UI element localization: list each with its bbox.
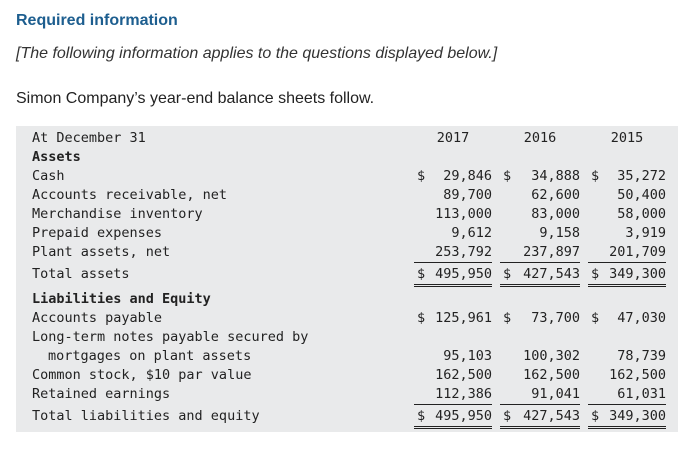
row-label: Accounts receivable, net [32, 187, 228, 203]
total-liabilities-row [16, 407, 678, 426]
row-label: Plant assets, net [32, 244, 171, 260]
row-label: Retained earnings [32, 386, 171, 402]
applies-note: [The following information applies to the questions displayed below.] [16, 45, 498, 62]
row-label: Accounts payable [32, 310, 163, 326]
cell-2016: 162,500 [523, 367, 580, 383]
table-row [16, 366, 678, 385]
cell-2015: 78,739 [617, 348, 666, 364]
cell-2016: 83,000 [531, 206, 580, 222]
table-row [16, 186, 678, 205]
cell-2017: $ 29,846 [417, 168, 492, 184]
table-row [16, 224, 678, 243]
year-2017: 2017 [436, 130, 470, 146]
table-row [16, 385, 678, 404]
cell-2016: $ 427,543 [500, 407, 580, 429]
cell-2017: 95,103 [443, 348, 492, 364]
row-label: Prepaid expenses [32, 225, 163, 241]
table-row [16, 205, 678, 224]
year-2015: 2015 [610, 130, 644, 146]
table-row [16, 309, 678, 328]
cell-2017: 253,792 [414, 243, 492, 263]
cell-2016: 9,158 [539, 225, 580, 241]
cell-2017: 113,000 [435, 206, 492, 222]
required-information-heading: Required information [16, 12, 178, 29]
total-assets-row [16, 265, 678, 284]
cell-2017: $ 125,961 [417, 310, 492, 326]
cell-2015: 201,709 [588, 243, 666, 263]
table-row [16, 243, 678, 262]
header-label: At December 31 [32, 130, 146, 146]
cell-2015: 3,919 [625, 225, 666, 241]
table-row [16, 347, 678, 366]
liabilities-heading: Liabilities and Equity [32, 291, 211, 307]
row-label: mortgages on plant assets [48, 348, 252, 364]
year-2016: 2016 [523, 130, 557, 146]
row-label: Common stock, $10 par value [32, 367, 252, 383]
cell-2017: $ 495,950 [414, 265, 492, 287]
cell-2015: $ 349,300 [588, 407, 666, 429]
cell-2016: 100,302 [523, 348, 580, 364]
cell-2016: $ 427,543 [500, 265, 580, 287]
assets-heading-row [16, 148, 678, 167]
cell-2015: $ 47,030 [591, 310, 666, 326]
assets-heading: Assets [32, 149, 81, 165]
cell-2015: 50,400 [617, 187, 666, 203]
cell-2017: 112,386 [414, 385, 492, 405]
cell-2017: 162,500 [435, 367, 492, 383]
table-row [16, 167, 678, 186]
cell-2017: $ 495,950 [414, 407, 492, 429]
cell-2015: $ 349,300 [588, 265, 666, 287]
cell-2015: $ 35,272 [591, 168, 666, 184]
cell-2015: 162,500 [609, 367, 666, 383]
cell-2015: 58,000 [617, 206, 666, 222]
row-label: Total liabilities and equity [32, 408, 260, 424]
balance-sheet-table [16, 126, 678, 442]
row-label: Long-term notes payable secured by [32, 329, 309, 345]
cell-2016: 62,600 [531, 187, 580, 203]
row-label: Cash [32, 168, 65, 184]
cell-2016: $ 73,700 [503, 310, 580, 326]
row-label: Total assets [32, 266, 130, 282]
cell-2016: 237,897 [500, 243, 580, 263]
row-label: Merchandise inventory [32, 206, 203, 222]
intro-text: Simon Company’s year-end balance sheets follow. [16, 90, 375, 107]
cell-2017: 89,700 [443, 187, 492, 203]
table-row [16, 328, 678, 347]
header-row [16, 129, 678, 148]
liabilities-heading-row [16, 290, 678, 309]
cell-2016: 91,041 [500, 385, 580, 405]
cell-2016: $ 34,888 [503, 168, 580, 184]
cell-2017: 9,612 [451, 225, 492, 241]
cell-2015: 61,031 [588, 385, 666, 405]
